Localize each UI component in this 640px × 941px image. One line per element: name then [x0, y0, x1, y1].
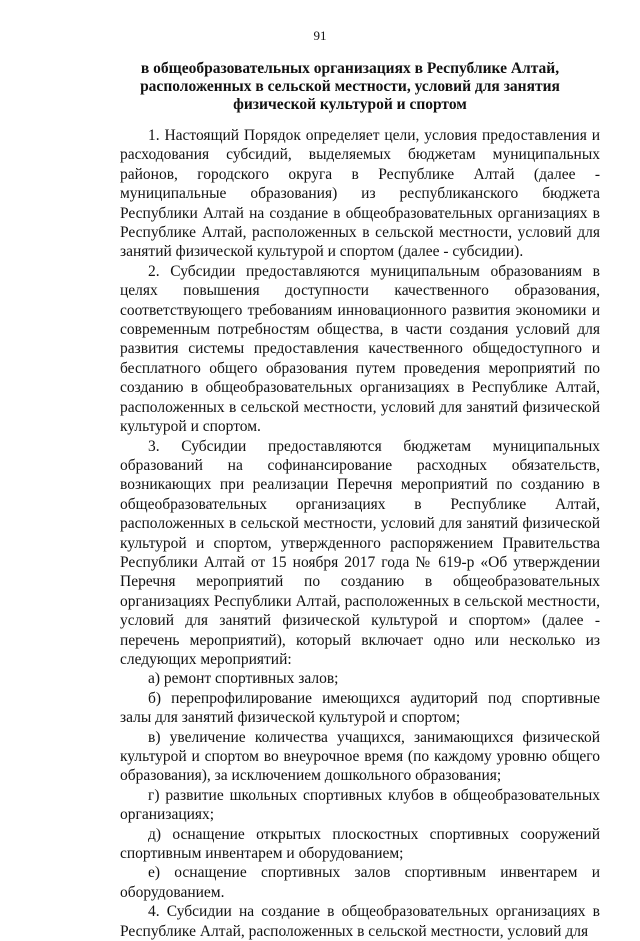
heading-line: в общеобразовательных организациях в Республике Алтай, — [140, 60, 560, 77]
list-item-d: д) оснащение открытых плоскостных спортивных сооружений спортивным инвентарем и оборудованием; — [120, 825, 600, 863]
paragraph-1: 1. Настоящий Порядок определяет цели, условия предоставления и расходования субсидий, выделяемых бюджетам муниципальных районов, городского округа в Республике Алтай (далее - муниципальные образования) из республиканского бюджета Республики Алтай на создание в общеобразовательных организациях в Республике Алтай, расположенных в сельской местности, условий для занятий физической культурой и спортом (далее - субсидии). — [120, 127, 600, 261]
paragraph-3: 3. Субсидии предоставляются бюджетам муниципальных образований на софинансирование расходных обязательств, возникающих при реализации Перечня мероприятий по созданию в общеобразовательных организациях в Республике Алтай, расположенных в сельской местности, условий для занятий физической культурой и спортом, утвержденного распоряжением Правительства Республики Алтай от 15 ноября 2017 года № 619-р «Об утверждении Перечня мероприятий по созданию в общеобразовательных организациях Республики Алтай, расположенных в сельской местности, условий для занятий физической культурой и спортом» (далее - перечень мероприятий), который включает одно или несколько из следующих мероприятий: — [120, 437, 600, 668]
list-item-v: в) увеличение количества учащихся, занимающихся физической культурой и спортом во внеурочное время (по каждому уровню общего образования), за исключением дошкольного образования; — [120, 728, 600, 785]
list-item-g: г) развитие школьных спортивных клубов в общеобразовательных организациях; — [120, 786, 600, 824]
section-heading — [100, 60, 600, 114]
list-item-e: е) оснащение спортивных залов спортивным инвентарем и оборудованием. — [120, 864, 600, 901]
heading-line: расположенных в сельской местности, условий для занятия — [140, 78, 560, 95]
paragraph-2: 2. Субсидии предоставляются муниципальным образованиям в целях повышения доступности качественного образования, соответствующего требованиям инновационного развития экономики и современным потребностям общества, в части создания условий для развития системы предоставления качественного общедоступного и бесплатного общего образования путем проведения мероприятий по созданию в общеобразовательных организациях в Республике Алтай, расположенных в сельской местности, условий для занятий физической культурой и спортом. — [120, 262, 600, 436]
paragraph-4: 4. Субсидии на создание в общеобразовательных организациях в Республике Алтай, расположенных в сельской местности, условий для — [120, 903, 600, 940]
list-item-b: б) перепрофилирование имеющихся аудиторий под спортивные залы для занятий физической культурой и спортом; — [120, 689, 600, 727]
page-number: 91 — [313, 28, 327, 43]
heading-line: физической культурой и спортом — [233, 96, 467, 113]
list-item-a: а) ремонт спортивных залов; — [148, 670, 339, 688]
document-body — [120, 126, 600, 941]
